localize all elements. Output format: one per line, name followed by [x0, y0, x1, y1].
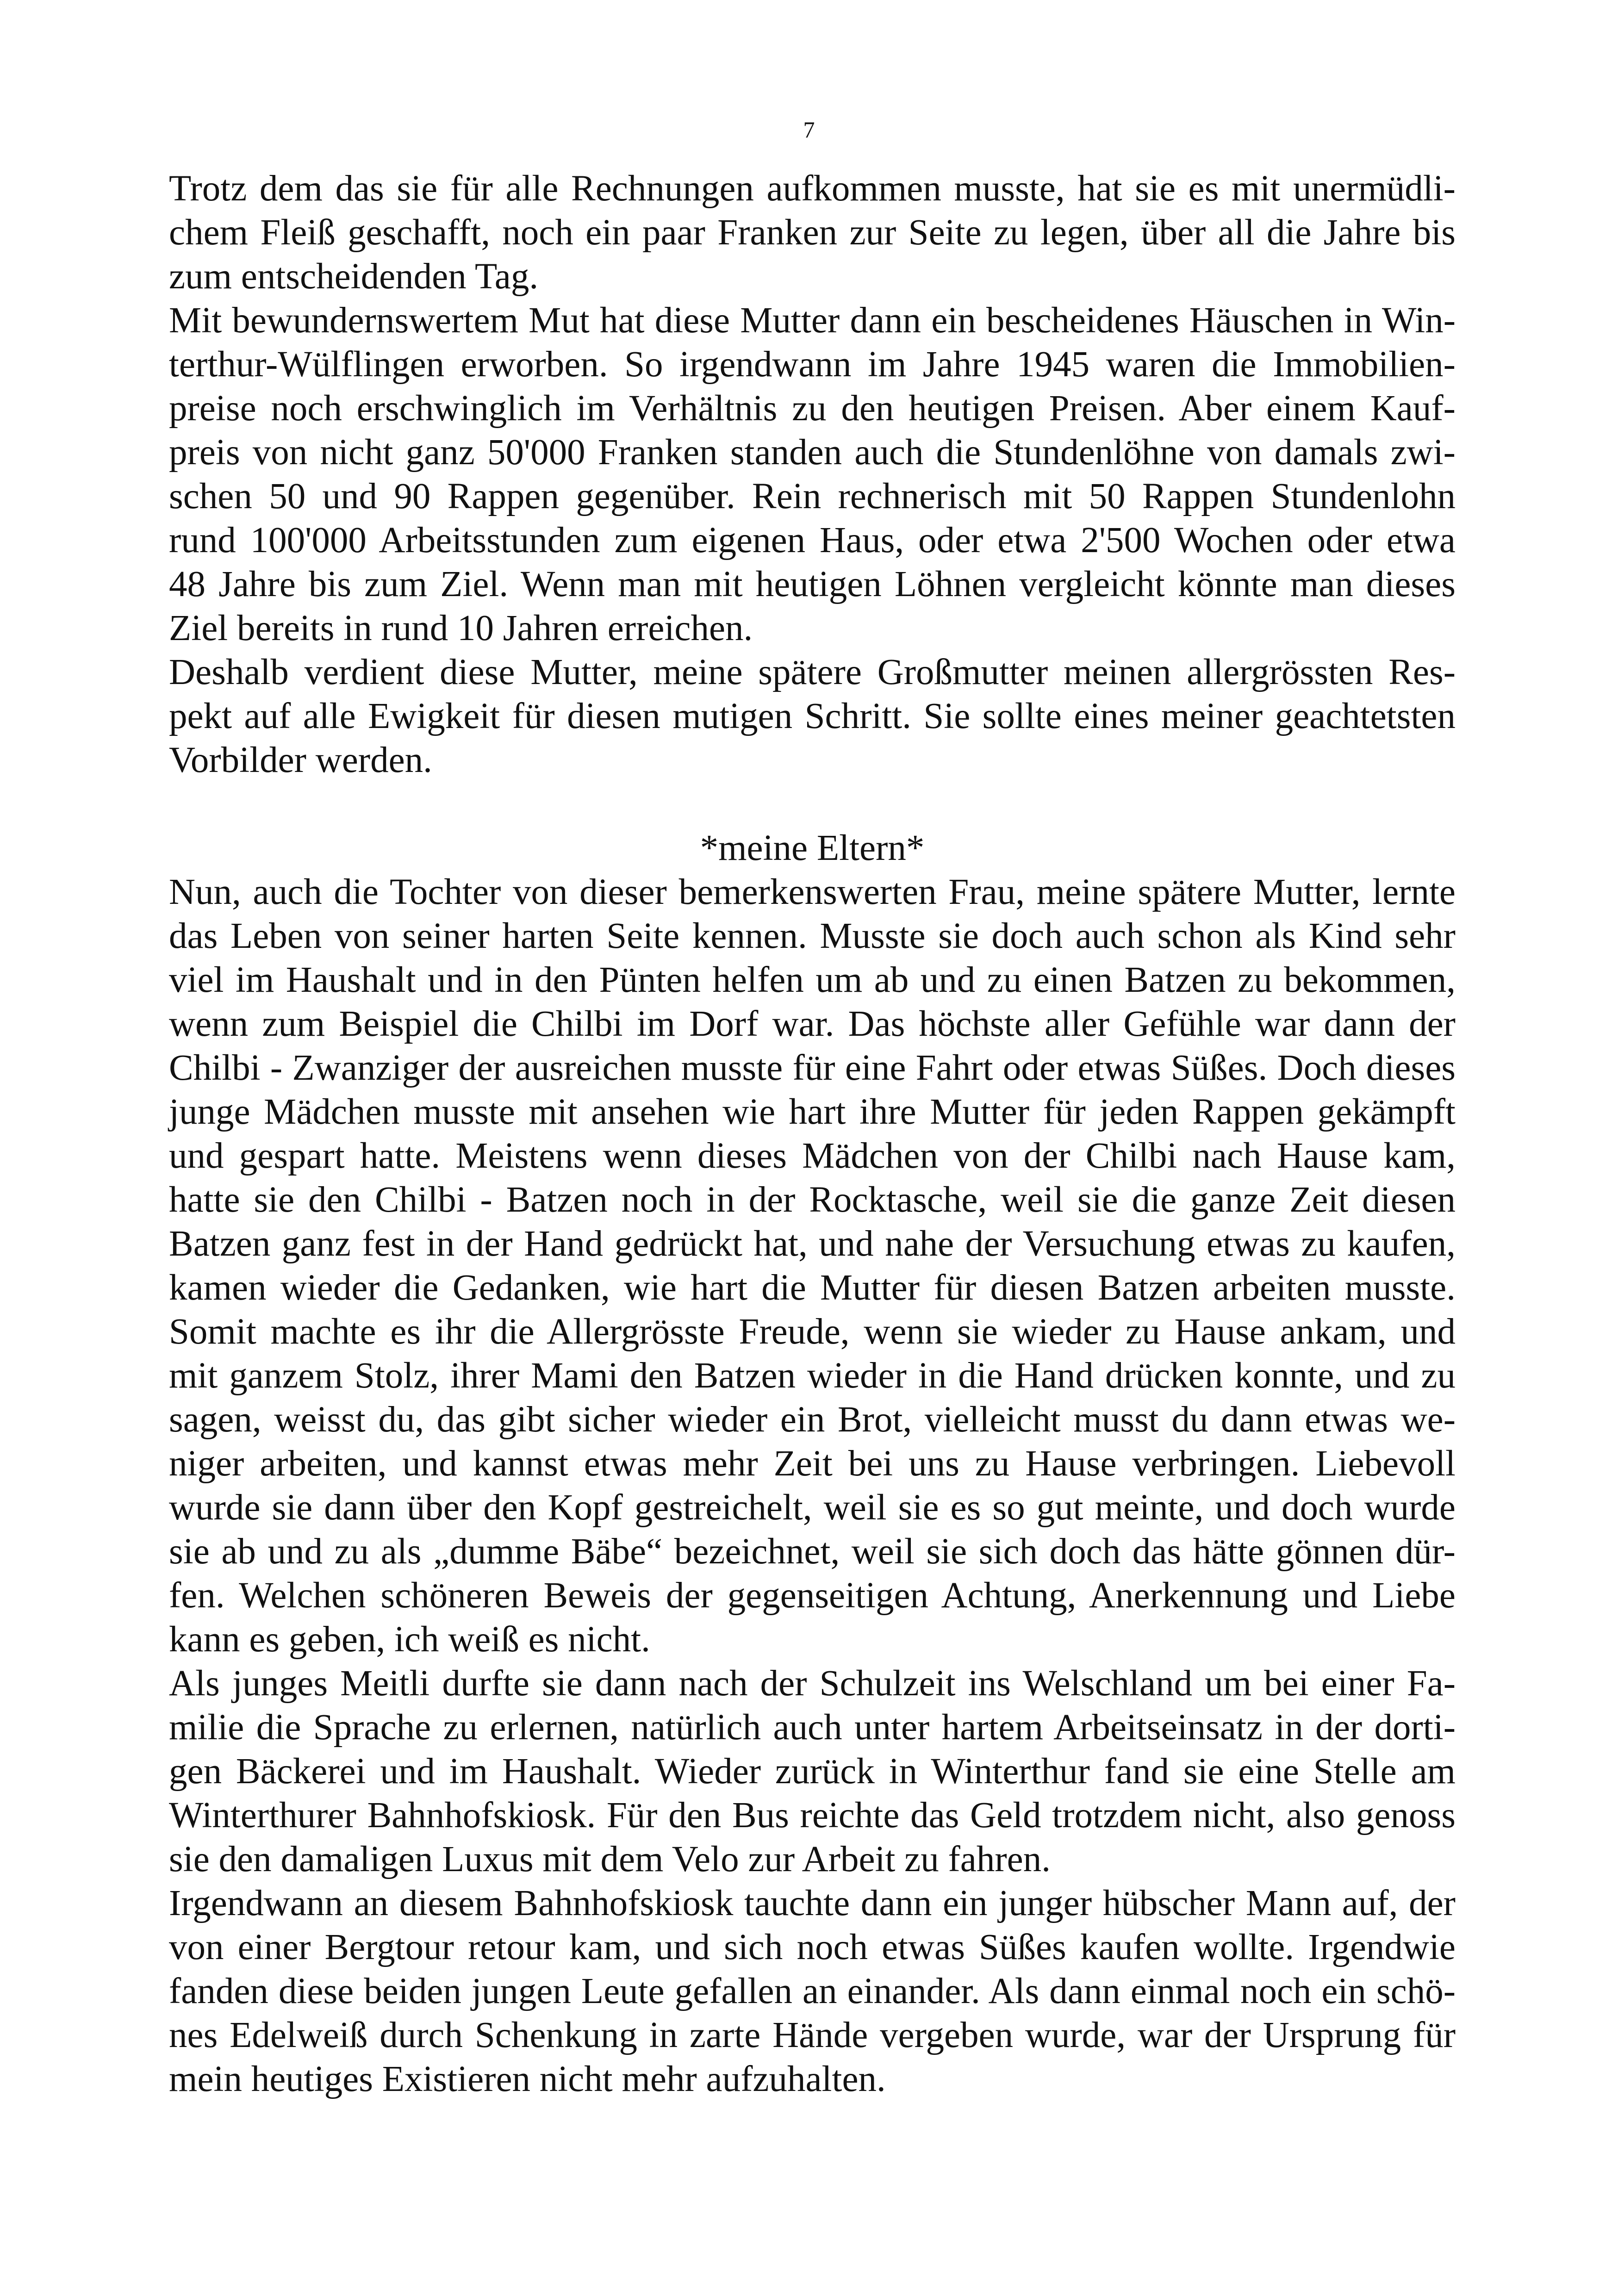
- text-line: Deshalb verdient diese Mutter, meine spätere Großmutter meinen allergrössten Res-: [169, 652, 1456, 692]
- text-line: Ziel bereits in rund 10 Jahren erreichen.: [169, 608, 753, 648]
- text-line: kann es geben, ich weiß es nicht.: [169, 1619, 650, 1660]
- text-line: mein heutiges Existieren nicht mehr aufzuhalten.: [169, 2059, 886, 2099]
- intro-paragraph: [169, 650, 1456, 782]
- text-line: von einer Bergtour retour kam, und sich noch etwas Süßes kaufen wollte. Irgendwie: [169, 1927, 1456, 1967]
- text-line: sagen, weisst du, das gibt sicher wieder ein Brot, vielleicht musst du dann etwas we-: [169, 1400, 1456, 1440]
- text-line: Somit machte es ihr die Allergrösste Freude, wenn sie wieder zu Hause ankam, und: [169, 1312, 1456, 1352]
- text-line: Batzen ganz fest in der Hand gedrückt hat, und nahe der Versuchung etwas zu kaufen,: [169, 1224, 1456, 1264]
- text-line: Trotz dem das sie für alle Rechnungen aufkommen musste, hat sie es mit unermüdli-: [169, 168, 1456, 209]
- text-line: sie den damaligen Luxus mit dem Velo zur Arbeit zu fahren.: [169, 1839, 1051, 1879]
- section-paragraph: [169, 870, 1456, 1661]
- text-line: Nun, auch die Tochter von dieser bemerkenswerten Frau, meine spätere Mutter, lernte: [169, 872, 1456, 912]
- text-line: junge Mädchen musste mit ansehen wie hart ihre Mutter für jeden Rappen gekämpft: [169, 1092, 1456, 1132]
- text-line: milie die Sprache zu erlernen, natürlich auch unter hartem Arbeitseinsatz in der dorti-: [169, 1707, 1456, 1748]
- section-paragraph: [169, 1661, 1456, 1881]
- text-line: Chilbi - Zwanziger der ausreichen musste für eine Fahrt oder etwas Süßes. Doch dieses: [169, 1048, 1456, 1088]
- text-line: terthur-Wülflingen erworben. So irgendwann im Jahre 1945 waren die Immobilien-: [169, 344, 1456, 385]
- text-line: pekt auf alle Ewigkeit für diesen mutigen Schritt. Sie sollte eines meiner geachtetsten: [169, 696, 1456, 736]
- text-line: 48 Jahre bis zum Ziel. Wenn man mit heutigen Löhnen vergleicht könnte man dieses: [169, 564, 1456, 604]
- text-line: kamen wieder die Gedanken, wie hart die Mutter für diesen Batzen arbeiten musste.: [169, 1268, 1456, 1308]
- text-line: Mit bewundernswertem Mut hat diese Mutter dann ein bescheidenes Häuschen in Win-: [169, 300, 1456, 341]
- text-line: hatte sie den Chilbi - Batzen noch in der Rocktasche, weil sie die ganze Zeit diesen: [169, 1180, 1456, 1220]
- text-line: zum entscheidenden Tag.: [169, 256, 539, 297]
- text-line: rund 100'000 Arbeitsstunden zum eigenen Haus, oder etwa 2'500 Wochen oder etwa: [169, 520, 1456, 560]
- text-line: chem Fleiß geschafft, noch ein paar Franken zur Seite zu legen, über all die Jahre bis: [169, 212, 1456, 253]
- text-line: fanden diese beiden jungen Leute gefallen an einander. Als dann einmal noch ein schö-: [169, 1971, 1456, 2011]
- text-line: niger arbeiten, und kannst etwas mehr Zeit bei uns zu Hause verbringen. Liebevoll: [169, 1444, 1456, 1484]
- text-line: das Leben von seiner harten Seite kennen. Musste sie doch auch schon als Kind sehr: [169, 916, 1456, 956]
- text-line: nes Edelweiß durch Schenkung in zarte Hände vergeben wurde, war der Ursprung für: [169, 2015, 1456, 2055]
- text-line: wurde sie dann über den Kopf gestreichelt, weil sie es so gut meinte, und doch wurde: [169, 1487, 1456, 1528]
- intro-paragraph: [169, 167, 1456, 299]
- text-line: schen 50 und 90 Rappen gegenüber. Rein rechnerisch mit 50 Rappen Stundenlohn: [169, 476, 1456, 516]
- section-heading: *meine Eltern*: [700, 828, 925, 868]
- text-line: und gespart hatte. Meistens wenn dieses Mädchen von der Chilbi nach Hause kam,: [169, 1136, 1456, 1176]
- text-line: wenn zum Beispiel die Chilbi im Dorf war. Das höchste aller Gefühle war dann der: [169, 1004, 1456, 1044]
- body-text: [169, 167, 1456, 2101]
- text-line: Als junges Meitli durfte sie dann nach der Schulzeit ins Welschland um bei einer Fa-: [169, 1663, 1456, 1704]
- page-number: 7: [803, 117, 815, 143]
- text-line: preis von nicht ganz 50'000 Franken standen auch die Stundenlöhne von damals zwi-: [169, 432, 1456, 473]
- text-line: gen Bäckerei und im Haushalt. Wieder zurück in Winterthur fand sie eine Stelle am: [169, 1751, 1456, 1792]
- intro-paragraph: [169, 299, 1456, 650]
- text-line: fen. Welchen schöneren Beweis der gegenseitigen Achtung, Anerkennung und Liebe: [169, 1575, 1456, 1616]
- text-line: preise noch erschwinglich im Verhältnis zu den heutigen Preisen. Aber einem Kauf-: [169, 388, 1456, 429]
- text-line: sie ab und zu als „dumme Bäbe“ bezeichnet, weil sie sich doch das hätte gönnen dür-: [169, 1531, 1456, 1572]
- text-line: viel im Haushalt und in den Pünten helfen um ab und zu einen Batzen zu bekommen,: [169, 960, 1456, 1000]
- section-paragraph: [169, 1881, 1456, 2101]
- text-line: Irgendwann an diesem Bahnhofskiosk tauchte dann ein junger hübscher Mann auf, der: [169, 1883, 1456, 1923]
- text-line: Winterthurer Bahnhofskiosk. Für den Bus reichte das Geld trotzdem nicht, also genoss: [169, 1795, 1456, 1836]
- text-line: mit ganzem Stolz, ihrer Mami den Batzen wieder in die Hand drücken konnte, und zu: [169, 1356, 1456, 1396]
- text-line: Vorbilder werden.: [169, 740, 432, 780]
